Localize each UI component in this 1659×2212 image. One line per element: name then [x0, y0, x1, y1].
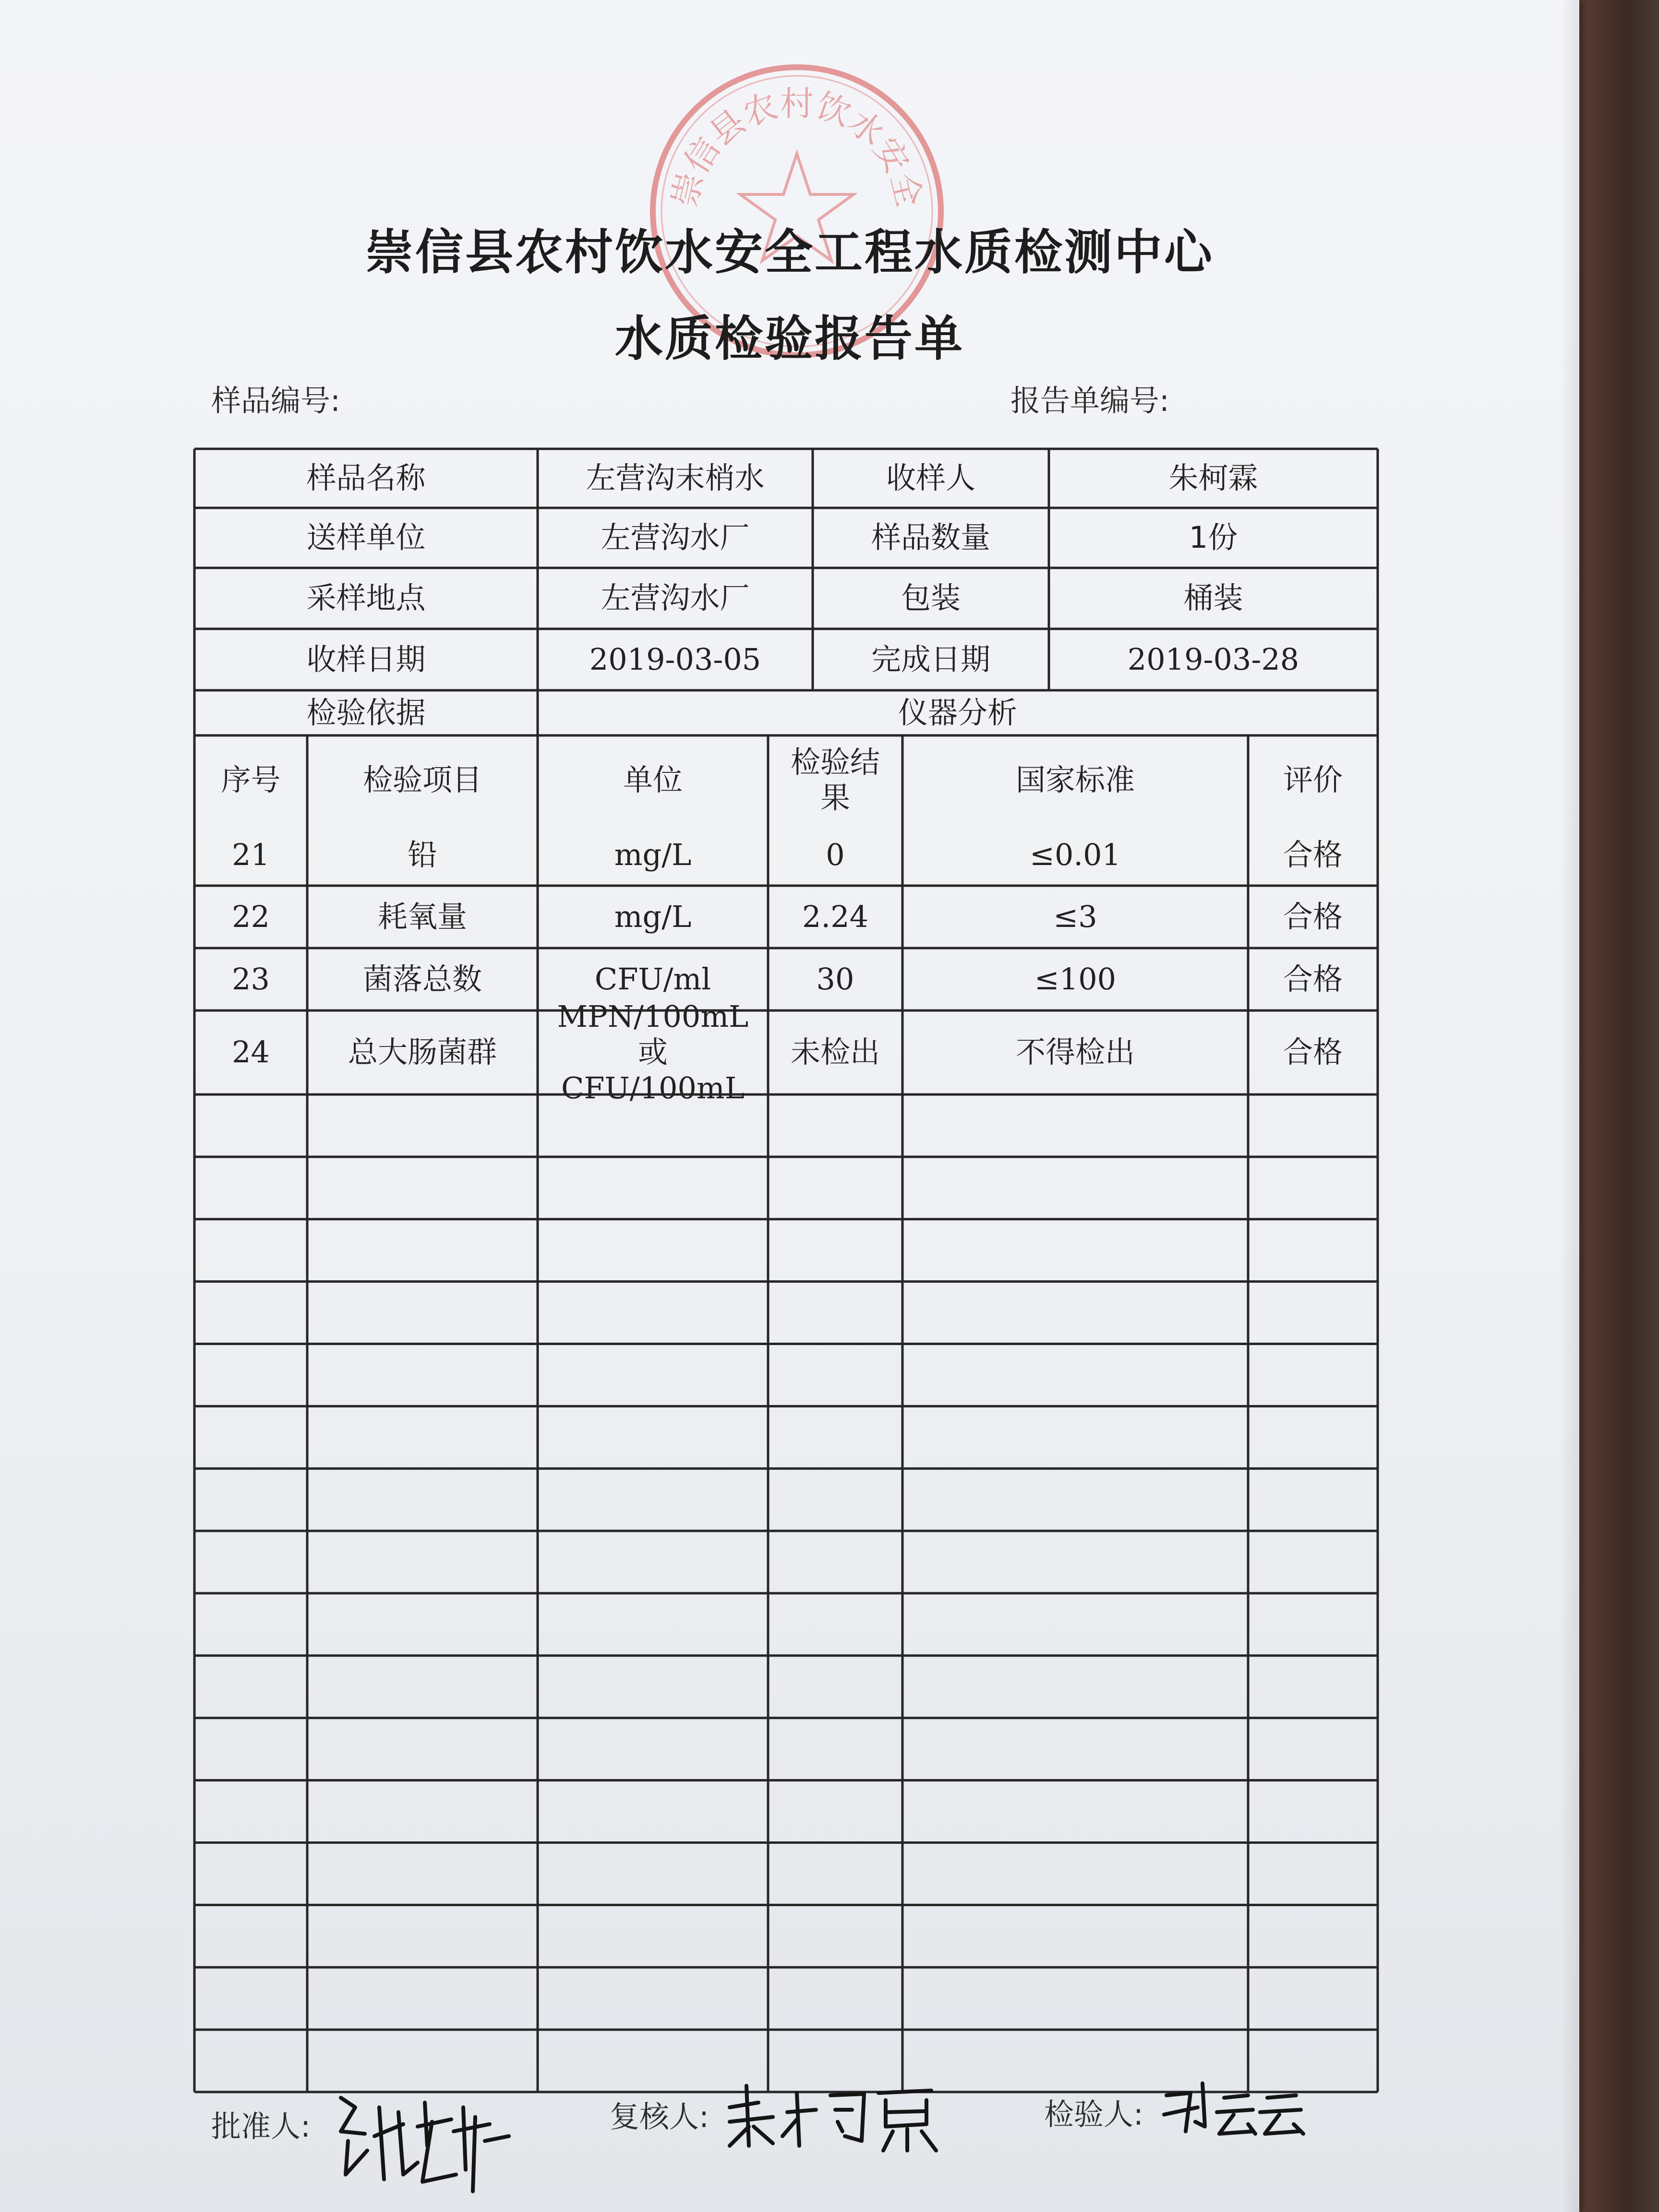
table-cell-standard: 不得检出 [1015, 1034, 1135, 1070]
sample-number-label: 样品编号: [211, 383, 340, 418]
info-label: 收样日期 [306, 641, 426, 677]
table-cell-standard: ≤3 [1053, 899, 1097, 934]
report-title: 崇信县农村饮水安全工程水质检测中心 [365, 224, 1214, 280]
info-value: 桶装 [1183, 580, 1243, 616]
inspector-signature [1157, 2074, 1310, 2146]
table-cell-result: 0 [826, 837, 845, 873]
column-header: 检验结果 [790, 744, 880, 815]
info-label: 样品名称 [306, 460, 426, 496]
table-cell-standard: ≤0.01 [1030, 837, 1121, 873]
column-header: 单位 [623, 762, 683, 797]
background-desk [1579, 0, 1659, 2212]
table-cell-no: 24 [232, 1034, 270, 1070]
column-header: 国家标准 [1015, 762, 1135, 797]
info-value: 2019-03-28 [1127, 641, 1299, 677]
table-cell-item: 菌落总数 [362, 961, 482, 997]
column-header: 检验项目 [362, 762, 482, 797]
info-label: 收样人 [886, 460, 975, 496]
column-header: 评价 [1283, 762, 1343, 797]
table-cell-result: 2.24 [802, 899, 869, 934]
info-value: 左营沟水厂 [601, 580, 750, 616]
reviewer-label: 复核人: [610, 2099, 709, 2134]
table-cell-unit: MPN/100mL 或 CFU/100mL [557, 998, 749, 1106]
basis-label: 检验依据 [306, 695, 426, 730]
report-number-label: 报告单编号: [1010, 383, 1169, 418]
svg-text:崇信县农村饮水安全: 崇信县农村饮水安全 [664, 84, 929, 211]
info-value: 左营沟水厂 [601, 520, 750, 555]
report-subtitle: 水质检验报告单 [615, 311, 964, 367]
info-label: 采样地点 [306, 580, 426, 616]
table-cell-item: 耗氧量 [377, 899, 467, 934]
info-label: 包装 [901, 580, 961, 616]
table-cell-no: 23 [232, 961, 270, 997]
info-label: 样品数量 [871, 520, 990, 555]
table-cell-eval: 合格 [1283, 837, 1343, 873]
table-cell-result: 未检出 [790, 1034, 880, 1070]
table-cell-eval: 合格 [1283, 1034, 1343, 1070]
info-value: 2019-03-05 [589, 641, 761, 677]
table-cell-result: 30 [816, 961, 854, 997]
info-value: 左营沟末梢水 [586, 460, 765, 496]
info-label: 完成日期 [871, 641, 990, 677]
column-header: 序号 [221, 762, 281, 797]
table-cell-eval: 合格 [1283, 961, 1343, 997]
table-cell-no: 21 [232, 837, 270, 873]
reviewer-signature [720, 2074, 946, 2155]
info-label: 送样单位 [306, 520, 426, 555]
table-cell-unit: mg/L [614, 837, 692, 873]
table-cell-eval: 合格 [1283, 899, 1343, 934]
table-cell-item: 铅 [407, 837, 437, 873]
info-value: 朱柯霖 [1168, 460, 1258, 496]
approver-signature [326, 2079, 528, 2199]
table-cell-standard: ≤100 [1034, 961, 1117, 997]
table-cell-unit: mg/L [614, 899, 692, 934]
info-value: 1份 [1189, 520, 1238, 555]
table-cell-unit: CFU/ml [594, 961, 711, 997]
table-cell-no: 22 [232, 899, 270, 934]
basis-value: 仪器分析 [898, 695, 1017, 730]
inspector-label: 检验人: [1044, 2097, 1143, 2132]
approver-label: 批准人: [211, 2109, 311, 2144]
table-cell-item: 总大肠菌群 [348, 1034, 497, 1070]
